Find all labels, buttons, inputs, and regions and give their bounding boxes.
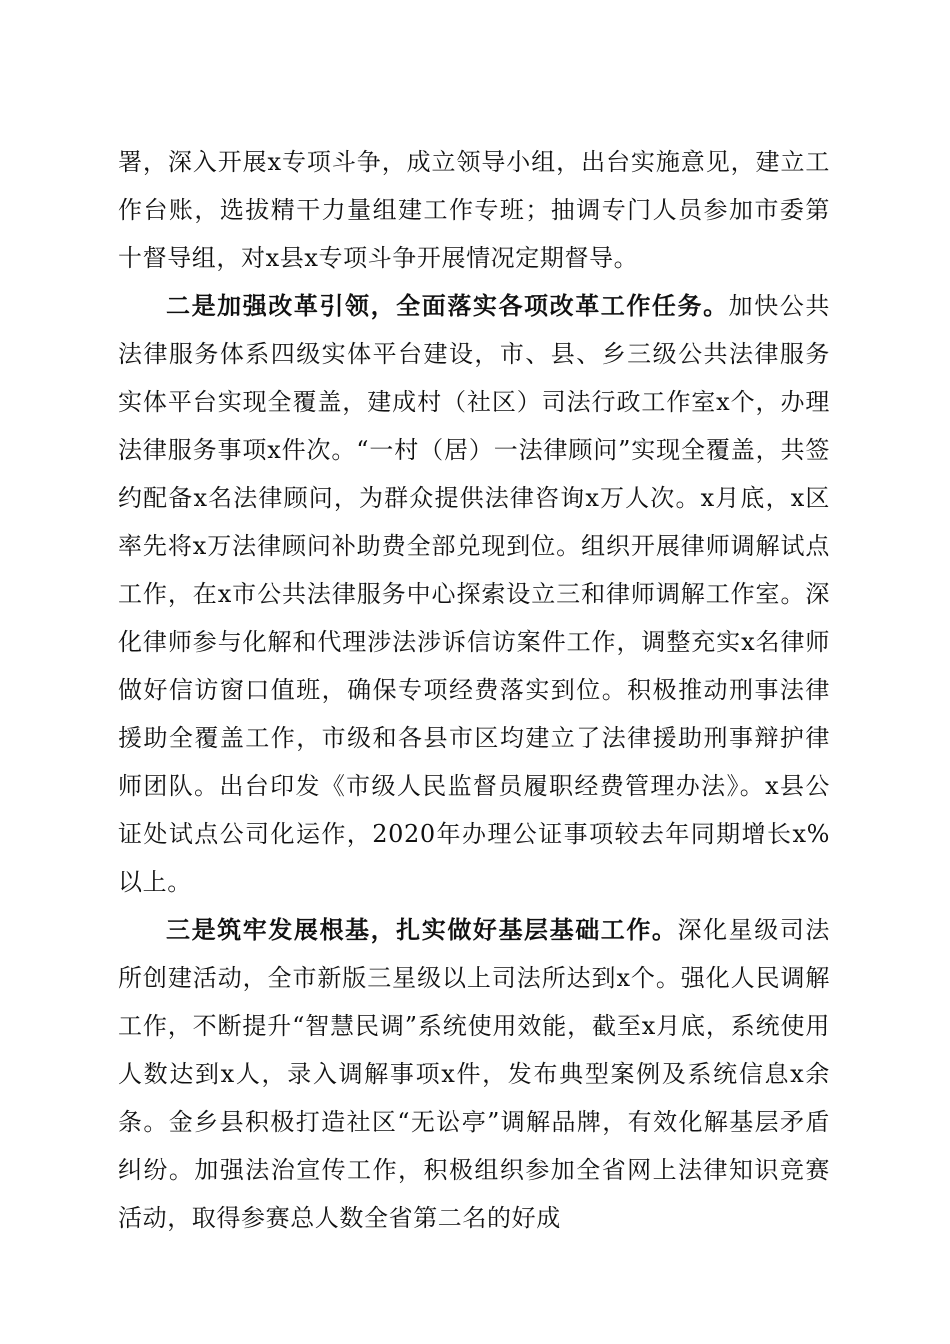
paragraph-continuation <box>118 138 830 282</box>
paragraph-lead-heading: 二是加强改革引领，全面落实各项改革工作任务。 <box>166 291 729 320</box>
paragraph-text: 加快公共法律服务体系四级实体平台建设，市、县、乡三级公共法律服务实体平台实现全覆盖，建成村（社区）司法行政工作室x个，办理法律服务事项x件次。“一村（居）一法律顾问”实现全覆盖，共签约配备x名法律顾问，为群众提供法律咨询x万人次。x月底，x区率先将x万法律顾问补助费全部兑现到位。组织开展律师调解试点工作，在x市公共法律服务中心探索设立三和律师调解工作室。深化律师参与化解和代理涉法涉诉信访案件工作，调整充实x名律师做好信访窗口值班，确保专项经费落实到位。积极推动刑事法律援助全覆盖工作，市级和各县市区均建立了法律援助刑事辩护律师团队。出台印发《市级人民监督员履职经费管理办法》。x县公证处试点公司化运作，2020年办理公证事项较去年同期增长x%以上。 <box>118 292 830 896</box>
paragraph-grassroots <box>118 906 830 1242</box>
paragraph-reform <box>118 282 830 906</box>
paragraph-lead-heading: 三是筑牢发展根基，扎实做好基层基础工作。 <box>166 915 678 944</box>
paragraph-text: 深化星级司法所创建活动，全市新版三星级以上司法所达到x个。强化人民调解工作，不断提升“智慧民调”系统使用效能，截至x月底，系统使用人数达到x人，录入调解事项x件，发布典型案例及系统信息x余条。金乡县积极打造社区“无讼亭”调解品牌，有效化解基层矛盾纠纷。加强法治宣传工作，积极组织参加全省网上法律知识竞赛活动，取得参赛总人数全省第二名的好成 <box>118 916 830 1232</box>
document-body <box>118 138 830 1242</box>
paragraph-text: 署，深入开展x专项斗争，成立领导小组，出台实施意见，建立工作台账，选拔精干力量组建工作专班；抽调专门人员参加市委第十督导组，对x县x专项斗争开展情况定期督导。 <box>118 148 830 272</box>
